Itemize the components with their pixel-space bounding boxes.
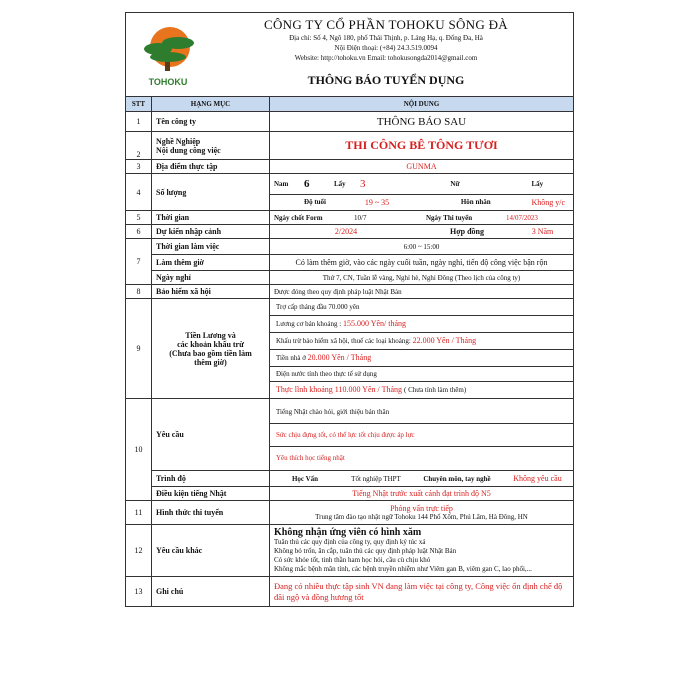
col-stt: STT [126, 97, 152, 112]
row-label: Ghi chú [152, 577, 270, 607]
row-label: Tên công ty [152, 112, 270, 132]
requirement-2: Sức chịu đựng tốt, có thể lực tốt chịu được áp lực [270, 424, 573, 447]
skill-value: Không yêu cầu [513, 474, 562, 483]
take-label: Lấy [334, 179, 346, 188]
company-contact [216, 33, 556, 63]
salary-cell [270, 299, 574, 399]
basic-salary-label: Lương cơ bản khoảng : [276, 320, 343, 328]
work-time-value: 6:00 ~ 15:00 [270, 239, 574, 255]
quantity-cell [270, 174, 574, 211]
other-req-1: Không nhận ứng viên có hình xăm [274, 527, 422, 538]
salary-label-1: Tiền Lương và [185, 330, 236, 340]
net-salary-note: ( Chưa tính làm thêm) [404, 386, 467, 394]
job-value: THI CÔNG BÊ TÔNG TƯƠI [270, 132, 574, 160]
education-cell [270, 471, 574, 487]
female-label: Nữ [450, 179, 460, 188]
housing [270, 350, 573, 367]
row-label: Bảo hiểm xã hội [152, 285, 270, 299]
contract-value: 3 Năm [531, 227, 554, 236]
utilities: Điện nước tính theo thực tế sử dụng [270, 367, 573, 382]
overtime-value: Có làm thêm giờ, vào các ngày cuối tuần, ngày nghỉ, tiến độ công việc bận rộn [270, 255, 574, 271]
marriage-value: Không y/c [531, 197, 566, 207]
exam-form-value: Phỏng vấn trực tiếp [390, 504, 453, 513]
net-salary [270, 382, 573, 398]
company-logo [136, 23, 200, 89]
other-req-3: Không bỏ trốn, ăn cắp, tuân thủ các quy định pháp luật Nhật Bản [274, 547, 457, 555]
table-row [126, 225, 574, 239]
age-value: 19 ~ 35 [364, 197, 390, 207]
age-label: Độ tuổi [304, 198, 326, 207]
exam-location: Trung tâm đào tạo nhật ngữ Tohoku 144 Phố Xốm, Phú Lãm, Hà Đông, HN [315, 513, 528, 521]
row-number: 7 [126, 239, 152, 285]
row-label [152, 299, 270, 399]
row-number: 4 [126, 174, 152, 211]
row-label: Làm thêm giờ [152, 255, 270, 271]
row-number: 8 [126, 285, 152, 299]
other-req-5: Không mắc bệnh mãn tính, các bệnh truyền nhiễm như Viêm gan B, viêm gan C, lao phổi,... [274, 565, 532, 573]
table-row [126, 487, 574, 501]
row-label: Hình thức thi tuyển [152, 501, 270, 525]
table-row [126, 299, 574, 399]
row-number: 3 [126, 160, 152, 174]
entry-value: 2/2024 [334, 227, 358, 236]
other-requirements-cell [270, 525, 574, 577]
table-row [126, 525, 574, 577]
basic-salary-value: 155.000 Yên/ tháng [343, 319, 407, 328]
row-label: Yêu cầu khác [152, 525, 270, 577]
recruitment-table [125, 96, 574, 607]
requirements-cell [270, 399, 574, 471]
table-row [126, 399, 574, 471]
basic-salary [270, 316, 573, 333]
company-name: CÔNG TY CỔ PHẦN TOHOKU SÔNG ĐÀ [264, 17, 508, 32]
row-number: 10 [126, 399, 152, 501]
male-label: Nam [274, 179, 289, 188]
company-phone: Nội Điện thoại: (+84) 24.3.519.0094 [334, 44, 438, 52]
housing-label: Tiền nhà ở [276, 354, 308, 362]
education-label: Học Vấn [291, 474, 319, 483]
note-value: Đang có nhiều thực tập sinh VN đang làm việc tại công ty, Công việc ổn định chế độ đãi ngộ và đồng hương tốt [270, 577, 574, 607]
row-label: Dự kiến nhập cảnh [152, 225, 270, 239]
col-content: NỘI DUNG [270, 97, 574, 112]
table-row [126, 211, 574, 225]
salary-label-2: các khoản khấu trừ [177, 339, 244, 349]
row-number: 13 [126, 577, 152, 607]
male-count: 6 [304, 177, 310, 190]
job-content-label: Nội dung công việc [156, 145, 221, 155]
table-row [126, 471, 574, 487]
row-number: 12 [126, 525, 152, 577]
time-cell [270, 211, 574, 225]
document-header [125, 12, 574, 96]
deductions [270, 333, 573, 350]
form-date-label: Ngày chốt Form [274, 213, 323, 222]
insurance-value: Được đóng theo quy định pháp luật Nhật Bản [270, 285, 574, 299]
row-number: 11 [126, 501, 152, 525]
row-number: 2 [126, 132, 152, 160]
table-row [126, 271, 574, 285]
housing-value: 20.000 Yên / Tháng [307, 353, 372, 362]
skill-label: Chuyên môn, tay nghề [423, 474, 491, 483]
salary-label-3: (Chưa bao gồm tiền làm [169, 348, 252, 358]
row-label: Thời gian [152, 211, 270, 225]
row-number: 5 [126, 211, 152, 225]
row-label: Số lượng [152, 174, 270, 211]
row-number: 1 [126, 112, 152, 132]
col-category: HẠNG MỤC [152, 97, 270, 112]
exam-date-value: 14/07/2023 [506, 213, 538, 222]
salary-label-4: thêm giờ) [194, 357, 227, 367]
company-address: Địa chỉ: Số 4, Ngõ 180, phố Thái Thịnh, p. Láng Hạ, q. Đống Đa, Hà [289, 34, 483, 42]
first-month-allowance: Trợ cấp tháng đầu 70.000 yên [270, 299, 573, 316]
row-label: Trình độ [152, 471, 270, 487]
table-row [126, 501, 574, 525]
job-label: Nghề Nghiệp [156, 136, 201, 146]
table-row [126, 112, 574, 132]
deductions-value: 22.000 Yên / Tháng [412, 336, 477, 345]
take-count: 3 [360, 177, 366, 190]
row-label: Ngày nghỉ [152, 271, 270, 285]
table-row [126, 577, 574, 607]
table-row [126, 174, 574, 211]
marriage-label: Hôn nhân [460, 198, 491, 207]
other-req-4: Có sức khỏe tốt, tinh thần ham học hỏi, cầu cù chịu khó [274, 556, 431, 564]
net-salary-value: Thực lĩnh khoảng 110.000 Yên / Tháng [276, 385, 403, 394]
row-label [152, 132, 270, 160]
table-row [126, 285, 574, 299]
requirement-3: Yêu thích học tiếng nhật [276, 453, 345, 462]
take-female-label: Lấy [531, 179, 544, 188]
row-number: 6 [126, 225, 152, 239]
company-website: Website: http://tohoku.vn Email: tohokusongda2014@gmail.com [294, 54, 478, 62]
dayoff-value: Thứ 7, CN, Tuần lễ vàng, Nghỉ hè, Nghỉ Đông (Theo lịch của công ty) [270, 271, 574, 285]
contract-label: Hợp đồng [450, 227, 484, 236]
exam-form-cell [270, 501, 574, 525]
row-label: Thời gian làm việc [152, 239, 270, 255]
row-label: Điều kiện tiếng Nhật [152, 487, 270, 501]
row-label: Yêu cầu [152, 399, 270, 471]
recruitment-notice [125, 12, 574, 624]
deductions-label: Khấu trừ bảo hiểm xã hội, thuế các loại khoảng: [276, 337, 413, 345]
row-number: 9 [126, 299, 152, 399]
svg-text:TOHOKU: TOHOKU [148, 77, 188, 87]
location-value: GUNMA [270, 160, 574, 174]
row-label: Địa điểm thực tập [152, 160, 270, 174]
requirement-1: Tiếng Nhật chào hỏi, giới thiệu bản thân [270, 401, 573, 424]
company-value: THÔNG BÁO SAU [270, 112, 574, 132]
table-row [126, 160, 574, 174]
table-row [126, 132, 574, 160]
form-date-value: 10/7 [354, 213, 367, 222]
other-req-2: Tuân thủ các quy định của công ty, quy định ký túc xá [274, 538, 426, 546]
entry-cell [270, 225, 574, 239]
exam-date-label: Ngày Thi tuyển [426, 213, 473, 222]
table-row [126, 239, 574, 255]
page-title: THÔNG BÁO TUYỂN DỤNG [307, 73, 465, 87]
table-row [126, 255, 574, 271]
japanese-value: Tiếng Nhật trước xuất cảnh đạt trình độ N5 [270, 487, 574, 501]
education-value: Tốt nghiệp THPT [351, 474, 401, 483]
